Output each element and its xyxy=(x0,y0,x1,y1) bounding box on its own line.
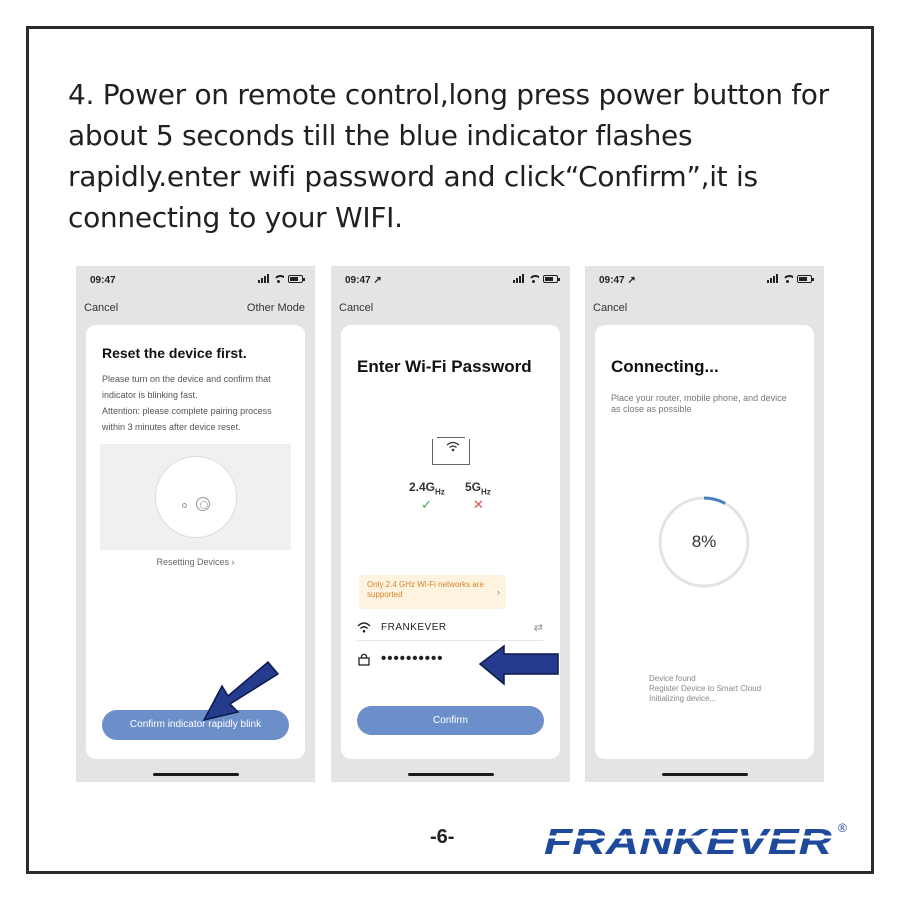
confirm-button[interactable]: Confirm xyxy=(357,706,544,735)
card-title: Connecting... xyxy=(611,357,719,376)
phone-screen-wifi-password xyxy=(331,266,570,782)
cancel-button[interactable]: Cancel xyxy=(84,302,119,314)
check-icon: ✓ xyxy=(421,497,432,512)
card-title: Reset the device first. xyxy=(102,345,247,361)
connection-steps xyxy=(649,674,761,704)
signal-icon xyxy=(258,274,269,283)
card-instructions: Please turn on the device and confirm that indicator is blinking fast. Attention: please complete pairing process within 3 minutes after device reset. xyxy=(102,374,272,432)
status-time: 09:47 xyxy=(90,275,116,286)
power-button-icon xyxy=(196,497,210,511)
battery-icon xyxy=(288,275,303,283)
battery-icon xyxy=(543,275,558,283)
page-number: -6- xyxy=(430,826,455,848)
cross-icon: ✕ xyxy=(473,497,484,512)
progress-percent-label: 8% xyxy=(691,532,717,551)
status-time: 09:47 ↗ xyxy=(345,275,382,286)
wifi-network-field[interactable] xyxy=(357,613,543,641)
indicator-light-icon xyxy=(182,503,187,508)
password-value: •••••••••• xyxy=(381,650,444,667)
wifi-icon xyxy=(273,275,284,283)
lock-icon xyxy=(357,652,371,666)
chevron-right-icon: › xyxy=(497,587,500,597)
status-icons xyxy=(513,274,558,283)
home-indicator[interactable] xyxy=(408,773,494,776)
status-bar xyxy=(331,266,570,292)
instruction-text: 4. Power on remote control,long press power button for about 5 seconds till the blue indicator flashes rapidly.enter wifi password and click“Confirm”,it is connecting to your WIFI. xyxy=(68,78,829,234)
nav-bar xyxy=(76,302,315,318)
brand-name: FRANKEVER xyxy=(544,821,833,862)
cancel-button[interactable]: Cancel xyxy=(339,302,374,314)
step-device-found: Device found xyxy=(649,674,696,683)
content-card xyxy=(595,325,814,759)
nav-bar xyxy=(331,302,570,318)
wifi-icon xyxy=(528,275,539,283)
step-register-cloud: Register Device to Smart Cloud xyxy=(649,684,762,693)
home-indicator[interactable] xyxy=(153,773,239,776)
wifi-icon xyxy=(357,620,371,634)
card-title: Enter Wi-Fi Password xyxy=(357,357,532,376)
card-instructions: Place your router, mobile phone, and device as close as possible xyxy=(611,393,787,414)
confirm-blink-button[interactable]: Confirm indicator rapidly blink xyxy=(102,710,289,740)
resetting-devices-link[interactable]: Resetting Devices › xyxy=(156,557,235,567)
home-indicator[interactable] xyxy=(662,773,748,776)
frankever-logo xyxy=(544,816,854,862)
band-2-4ghz-label: $2.4G_{Hz}$ xyxy=(409,480,445,497)
status-icons xyxy=(767,274,812,283)
arrow-pointing-confirm-button-icon xyxy=(198,660,282,724)
nav-bar xyxy=(585,302,824,318)
switch-network-icon[interactable]: ⇄ xyxy=(533,622,543,634)
signal-icon xyxy=(767,274,778,283)
status-bar xyxy=(76,266,315,292)
router-wifi-icon xyxy=(446,441,460,453)
band-5ghz-label: $5G_{Hz}$ xyxy=(465,480,491,497)
battery-icon xyxy=(797,275,812,283)
status-bar xyxy=(585,266,824,292)
cancel-button[interactable]: Cancel xyxy=(593,302,628,314)
status-time: 09:47 ↗ xyxy=(599,275,636,286)
status-icons xyxy=(258,274,303,283)
remote-device-image xyxy=(155,456,237,538)
phone-screen-connecting xyxy=(585,266,824,782)
step-initializing: Initializing device... xyxy=(649,694,717,703)
wifi-network-name: FRANKEVER xyxy=(381,622,447,633)
band-warning-tooltip[interactable] xyxy=(359,575,506,609)
registered-mark: ® xyxy=(838,821,847,835)
content-card xyxy=(341,325,560,759)
device-illustration xyxy=(100,444,291,550)
signal-icon xyxy=(513,274,524,283)
other-mode-button[interactable]: Other Mode xyxy=(246,302,305,314)
wifi-icon xyxy=(782,275,793,283)
router-icon xyxy=(430,437,474,471)
arrow-pointing-password-field-icon xyxy=(476,644,560,686)
band-warning-text: Only 2.4 GHz Wi-Fi networks are supported xyxy=(367,580,484,599)
